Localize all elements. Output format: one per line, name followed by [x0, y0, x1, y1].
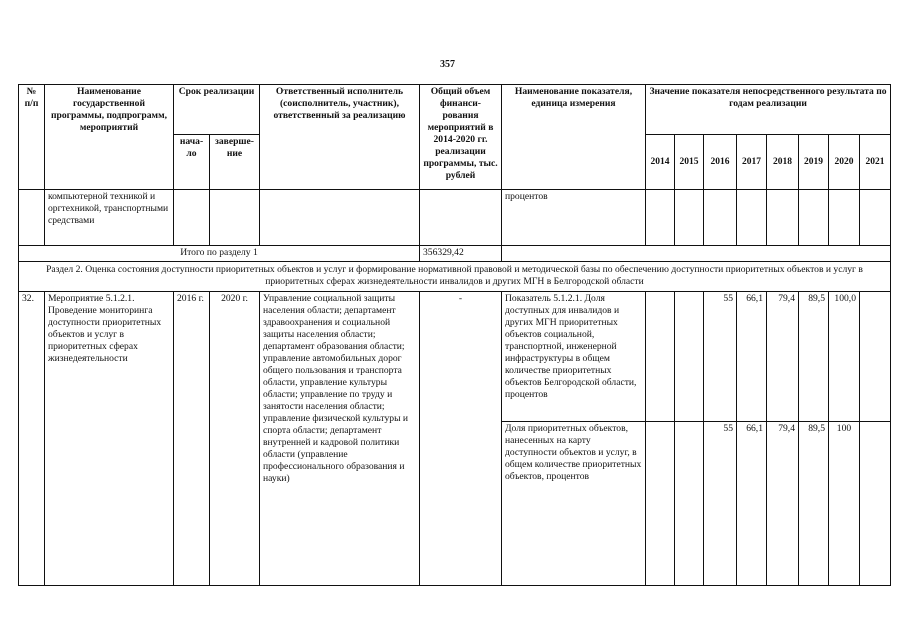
indicator-1-value-2016: 55 — [704, 292, 737, 422]
header-volume: Общий объем финанси-рования мероприятий в 2014-2020 гг. реализации программы, тыс. рублей — [420, 85, 502, 190]
year-2016: 2016 — [704, 135, 737, 190]
header-term-end: заверше-ние — [210, 135, 260, 190]
row-32-num: 32. — [19, 292, 45, 586]
section-2-title: Раздел 2. Оценка состояния доступности приоритетных объектов и услуг и формирование нормативной правовой и методической базы по обеспечению доступности приоритетных объектов и услуг в приоритетных сферах жизнедеятельности инвалидов и других МГН в Белгородской области — [19, 262, 891, 292]
row-32-volume: - — [420, 292, 502, 586]
page-number: 357 — [440, 59, 455, 70]
total-label: Итого по разделу 1 — [19, 246, 420, 262]
indicator-1-value-2020: 100,0 — [829, 292, 860, 422]
total-row — [19, 246, 891, 262]
indicator-2-value-2019: 89,5 — [799, 422, 829, 586]
continuation-indicator: процентов — [502, 190, 646, 246]
continuation-name: компьютерной техникой и оргтехникой, транспортными средствами — [45, 190, 174, 246]
indicator-1-value-2014 — [646, 292, 675, 422]
indicator-2-value-2015 — [675, 422, 704, 586]
row-32-name: Мероприятие 5.1.2.1. Проведение мониторинга доступности приоритетных объектов и услуг в приоритетных сферах жизнедеятельности — [45, 292, 174, 586]
year-2018: 2018 — [767, 135, 799, 190]
year-2017: 2017 — [737, 135, 767, 190]
year-2014: 2014 — [646, 135, 675, 190]
table-row-32 — [19, 292, 891, 422]
indicator-1-name: Показатель 5.1.2.1. Доля доступных для инвалидов и других МГН приоритетных объектов социальной, транспортной, инженерной инфраструктуры в общем количестве приоритетных объектов Белгородской области, процентов — [502, 292, 646, 422]
program-table — [18, 84, 891, 586]
year-2019: 2019 — [799, 135, 829, 190]
indicator-1-value-2015 — [675, 292, 704, 422]
header-executor: Ответственный исполнитель (соисполнитель, участник), ответственный за реализацию — [260, 85, 420, 190]
indicator-2-value-2020: 100 — [829, 422, 860, 586]
indicator-2-name: Доля приоритетных объектов, нанесенных на карту доступности объектов и услуг, в общем количестве приоритетных объектов, процентов — [502, 422, 646, 586]
header-term: Срок реализации — [174, 85, 260, 135]
year-2021: 2021 — [860, 135, 891, 190]
indicator-2-value-2021 — [860, 422, 891, 586]
indicator-2-value-2018: 79,4 — [767, 422, 799, 586]
indicator-2-value-2017: 66,1 — [737, 422, 767, 586]
header-term-start: нача-ло — [174, 135, 210, 190]
indicator-1-value-2019: 89,5 — [799, 292, 829, 422]
indicator-2-value-2014 — [646, 422, 675, 586]
header-num: № п/п — [19, 85, 45, 190]
indicator-1-value-2017: 66,1 — [737, 292, 767, 422]
year-2015: 2015 — [675, 135, 704, 190]
row-32-end: 2020 г. — [210, 292, 260, 586]
total-value: 356329,42 — [420, 246, 502, 262]
row-32-start: 2016 г. — [174, 292, 210, 586]
row-32-executor: Управление социальной защиты населения области; департамент здравоохранения и социальной защиты населения области; департамент образования области; управление автомобильных дорог общего пользования и транспорта области, управление культуры области; управление по труду и занятости населения области; управление физической культуры и спорта области; департамент внутренней и кадровой политики области (управление профессионального образования и науки) — [260, 292, 420, 586]
header-values-title: Значение показателя непосредственного результата по годам реализации — [646, 85, 891, 135]
indicator-1-value-2018: 79,4 — [767, 292, 799, 422]
continuation-row — [19, 190, 891, 246]
indicator-2-value-2016: 55 — [704, 422, 737, 586]
section-2-row — [19, 262, 891, 292]
header-row-1 — [19, 85, 891, 135]
indicator-1-value-2021 — [860, 292, 891, 422]
header-name: Наименование государственной программы, подпрограмм, мероприятий — [45, 85, 174, 190]
year-2020: 2020 — [829, 135, 860, 190]
header-indicator: Наименование показателя, единица измерения — [502, 85, 646, 190]
